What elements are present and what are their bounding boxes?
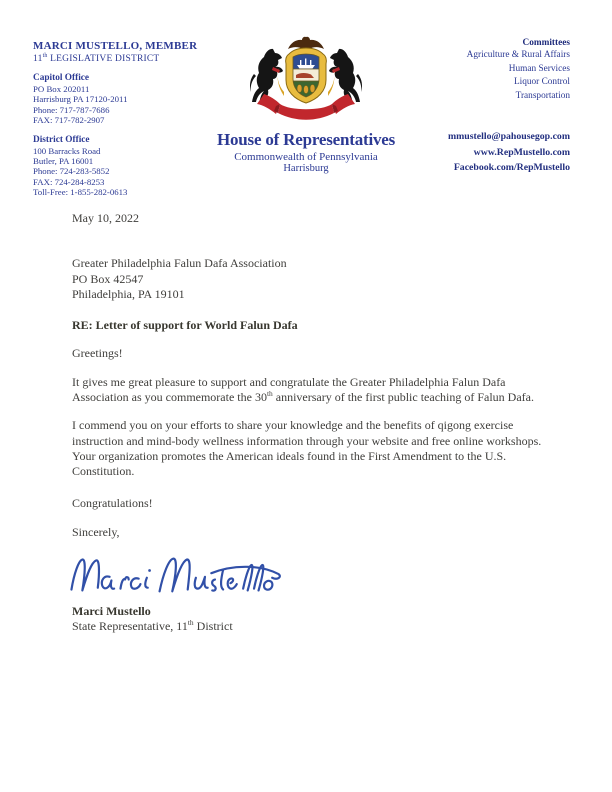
member-district [33,54,197,64]
contact-block [448,129,570,176]
greeting: Greetings! [72,346,123,361]
district-number: 11 [33,54,43,64]
recipient-line: PO Box 42547 [72,271,144,286]
facebook-text: Facebook.com/RepMustello [453,162,570,174]
paragraph-1-ordinal: th [266,389,273,399]
committee-item: Agriculture & Rural Affairs [466,50,570,60]
paragraph-1-text: anniversary of the first public teaching of Falun Dafa. [272,390,534,405]
recipient-address [72,256,544,302]
capitol-office-line: Phone: 717-787-7686 [33,104,110,115]
paragraph-1-text: It gives me great pleasure to support and congratulate the Greater Philadelphia Falun Dafa Association as you commemorate the 30 [72,374,506,405]
district-office-block [33,135,197,198]
committee-item: Liquor Control [513,77,570,88]
recipient-line: Philadelphia, PA 19101 [72,286,185,301]
closing-line: Sincerely, [72,524,120,539]
handwritten-signature [66,548,284,602]
signer-title-ordinal: th [187,618,194,628]
subject-line: RE: Letter of support for World Falun Dafa [72,318,298,333]
paragraph-2: I commend you on your efforts to share your knowledge and the benefits of qigong exercise instruction and mind-body wellness information through your website and free online workshops. Your organization promotes the American ideals found in the First Amendment to the U.S. Constitution. [72,418,542,479]
pennsylvania-coat-of-arms-icon [244,36,368,128]
district-office-line: Butler, PA 16001 [33,156,94,167]
chamber-title: House of Representatives [216,130,396,149]
shield-icon [286,48,327,103]
committee-item: Transportation [515,90,570,101]
congratulations-line: Congratulations! [72,495,153,510]
letter-body [72,211,544,635]
signer-title-text: State Representative, 11 [72,619,188,634]
committee-item: Human Services [508,63,570,74]
email-text: mmustello@pahousegop.com [447,131,570,143]
signer-title-text: District [193,619,233,634]
signer-title [72,619,544,634]
website-text: www.RepMustello.com [473,146,570,158]
capitol-office-line: PO Box 202011 [33,84,90,94]
committees-block [448,37,570,103]
member-name: MARCI MUSTELLO, MEMBER [33,40,198,52]
recipient-line: Greater Philadelphia Falun Dafa Association [72,256,287,271]
district-label: LEGISLATIVE DISTRICT [47,54,160,64]
district-ordinal: th [42,52,48,59]
letterhead-right [448,37,570,176]
district-office-line: Phone: 724-283-5852 [33,166,110,177]
chamber-city: Harrisburg [283,163,329,174]
capitol-office-line: FAX: 717-782-2907 [33,115,105,126]
district-office-title: District Office [33,134,90,145]
signer-name: Marci Mustello [72,604,151,619]
district-office-line: 100 Barracks Road [33,145,101,156]
member-info-block [33,40,197,198]
capitol-office-line: Harrisburg PA 17120-2011 [33,94,128,105]
committees-title: Committees [522,38,570,48]
letterhead-center [195,36,417,174]
paragraph-1 [72,375,544,406]
district-office-line: FAX: 724-284-8253 [33,176,105,187]
letter-date: May 10, 2022 [72,211,139,225]
capitol-office-title: Capitol Office [33,73,90,83]
district-office-line: Toll-Free: 1-855-282-0613 [33,187,128,198]
chamber-subtitle: Commonwealth of Pennsylvania [234,151,378,163]
capitol-office-block [33,73,197,126]
